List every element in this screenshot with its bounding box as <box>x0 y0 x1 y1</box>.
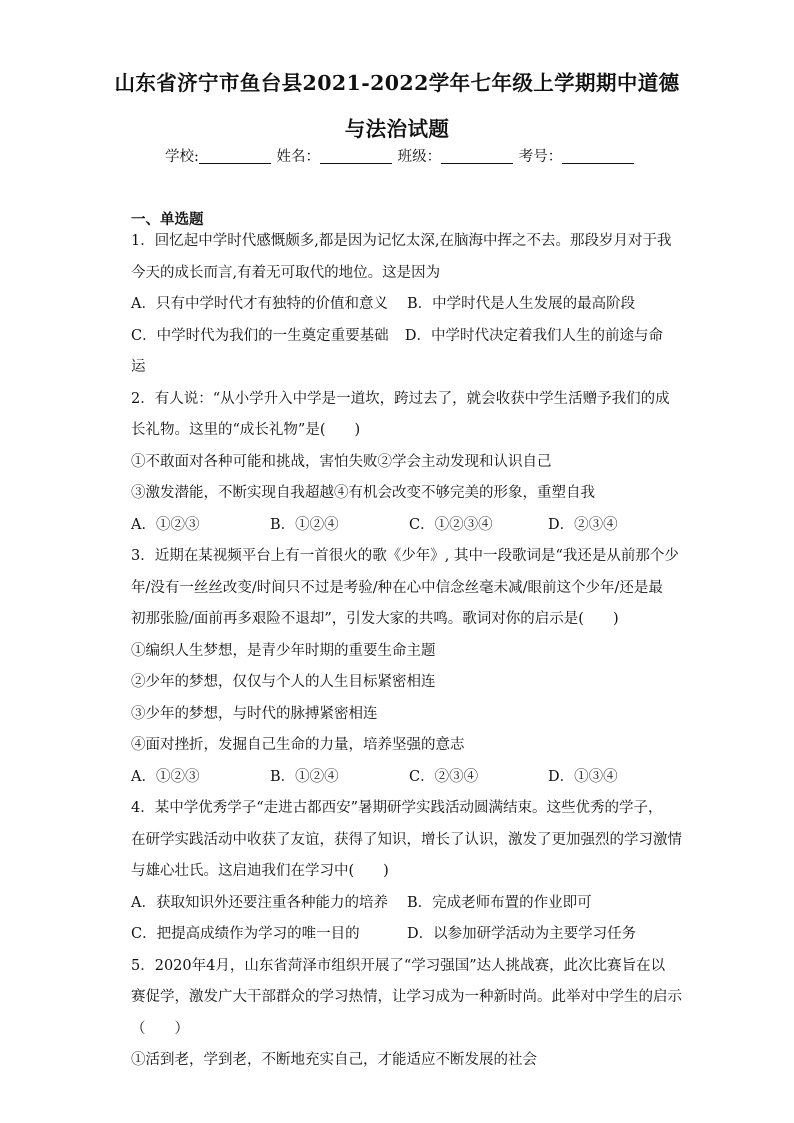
option-b: B．①②④ <box>270 516 339 533</box>
statement-line: ③少年的梦想，与时代的脉搏紧密相连 <box>131 705 378 722</box>
question-stem-line: 年/没有一丝丝改变/时间只不过是考验/种在心中信念丝毫未减/眼前这个少年/还是最 <box>131 579 663 596</box>
exam-number-blank <box>562 149 634 164</box>
school-label: 学校: <box>165 149 199 165</box>
question-stem-line: 2．有人说：“从小学升入中学是一道坎，跨过去了，就会收获中学生活赠予我们的成 <box>131 390 670 407</box>
question-stem-line: 长礼物。这里的“成长礼物”是( ) <box>131 422 361 438</box>
option-row <box>131 289 663 321</box>
option-a: A．获取知识外还要注重各种能力的培养 <box>131 894 388 911</box>
question-4 <box>131 793 682 951</box>
option-a: A．①②③ <box>131 516 200 533</box>
option-d: D．①③④ <box>548 768 618 785</box>
name-blank <box>320 149 392 164</box>
exam-title-line1: 山东省济宁市鱼台县2021-2022学年七年级上学期期中道德 <box>114 71 680 95</box>
option-a: A．只有中学时代才有独特的价值和意义 <box>131 296 388 312</box>
class-blank <box>441 149 513 164</box>
exam-title-line2: 与法治试题 <box>344 117 450 141</box>
option-c: C．①②③④ <box>409 516 493 533</box>
school-blank <box>199 149 271 164</box>
question-5 <box>131 951 682 1077</box>
question-stem-line: 1．回忆起中学时代感慨颇多,都是因为记忆太深,在脑海中挥之不去。那段岁月对于我 <box>131 233 672 249</box>
option-row <box>131 321 663 353</box>
question-stem-line: （ ） <box>131 1020 189 1037</box>
student-info-row <box>165 145 635 166</box>
statement-line: ②少年的梦想，仅仅与个人的人生目标紧密相连 <box>131 674 436 690</box>
exam-number-label: 考号： <box>518 149 563 165</box>
questions <box>131 226 682 1077</box>
question-stem-line: 3．近期在某视频平台上有一首很火的歌《少年》, 其中一段歌词是“我还是从前那个少 <box>131 548 679 564</box>
option-d: D．②③④ <box>548 516 618 533</box>
statement-line: ③激发潜能，不断实现自我超越④有机会改变不够完美的形象，重塑自我 <box>131 485 595 501</box>
question-stem-line: 赛促学，激发广大干部群众的学习热情，让学习成为一种新时尚。此举对中学生的启示 <box>131 989 682 1005</box>
question-stem-line: 在研学实践活动中收获了友谊，获得了知识，增长了认识，激发了更加强烈的学习激情 <box>131 831 682 848</box>
section-title: 一、单选题 <box>131 211 204 228</box>
question-stem-line: 今天的成长而言,有着无可取代的地位。这是因为 <box>131 264 441 281</box>
option-b: B．①②④ <box>270 768 339 785</box>
question-stem-line: 5．2020年4月，山东省菏泽市组织开展了“学习强国”达人挑战赛，此次比赛旨在以 <box>131 957 666 974</box>
option-d-continuation: 运 <box>131 359 146 375</box>
question-1 <box>131 226 672 384</box>
statement-line: ①不敢面对各种可能和挑战，害怕失败②学会主动发现和认识自己 <box>131 453 552 470</box>
question-2 <box>131 384 670 542</box>
name-label: 姓名： <box>276 149 320 165</box>
option-row <box>131 510 663 542</box>
class-label: 班级： <box>397 149 442 165</box>
option-c: C．把提高成绩作为学习的唯一目的 <box>131 926 360 942</box>
question-stem-line: 初那张脸/面前再多艰险不退却”，引发大家的共鸣。歌词对你的启示是( ) <box>131 611 619 627</box>
option-row <box>131 762 663 794</box>
question-3 <box>131 541 679 793</box>
question-stem-line: 与雄心壮氏。这启迪我们在学习中( ) <box>131 863 389 879</box>
option-a: A．①②③ <box>131 768 200 785</box>
option-b: B．完成老师布置的作业即可 <box>407 894 592 911</box>
statement-line: ①活到老，学到老，不断地充实自己，才能适应不断发展的社会 <box>131 1052 537 1068</box>
option-row <box>131 919 663 951</box>
statement-line: ④面对挫折，发掘自己生命的力量，培养坚强的意志 <box>131 737 465 753</box>
option-b: B．中学时代是人生发展的最高阶段 <box>407 296 636 312</box>
question-stem-line: 4．某中学优秀学子“走进古都西安”暑期研学实践活动圆满结束。这些优秀的学子， <box>131 800 663 816</box>
option-d: D．以参加研学活动为主要学习任务 <box>407 926 637 942</box>
option-row <box>131 888 663 920</box>
option-d: D．中学时代决定着我们人生的前途与命 <box>404 327 663 344</box>
statement-line: ①编织人生梦想，是青少年时期的重要生命主题 <box>131 642 436 659</box>
option-c: C．中学时代为我们的一生奠定重要基础 <box>131 327 389 344</box>
option-c: C．②③④ <box>409 768 479 785</box>
